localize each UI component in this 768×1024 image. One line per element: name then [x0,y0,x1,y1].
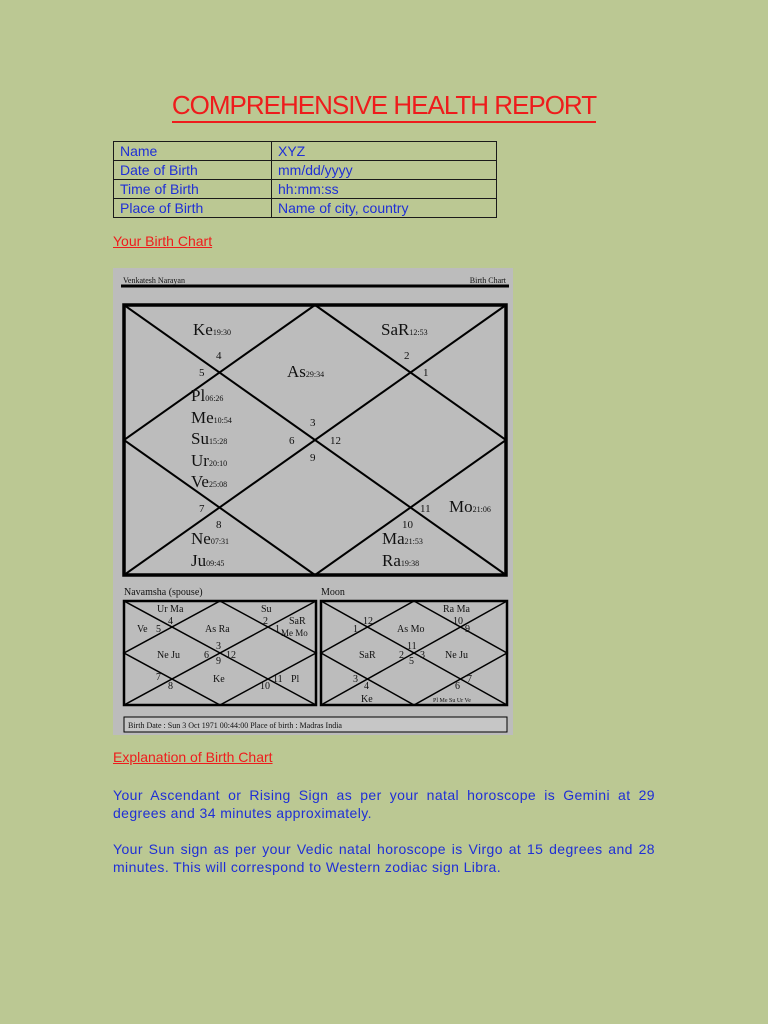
moon-number: 9 [465,624,470,635]
navamsha-number: 11 [273,674,283,685]
moon-grid [321,601,507,705]
planet-mo: Mo21:06 [449,497,491,516]
planet-ra: Ra19:38 [382,551,420,570]
house-number: 6 [289,435,295,447]
planet-ke: Ke19:30 [193,320,232,339]
moon-label: Ra Ma [443,604,470,615]
navamsha-label: Su [261,604,272,615]
table-row [114,142,497,161]
main-chart-grid [124,305,506,575]
moon-number: 12 [363,616,373,627]
navamsha-label: Pl [291,674,300,685]
navamsha-label: SaR [289,616,306,627]
navamsha-label: Ur Ma [157,604,184,615]
moon-number: 5 [409,656,414,667]
birth-chart-image [113,268,513,735]
navamsha-number: 12 [226,650,236,661]
navamsha-label: Ve [137,624,148,635]
planet-as: As29:34 [287,362,325,381]
moon-number: 3 [420,650,425,661]
moon-number: 1 [353,624,358,635]
moon-number: 3 [353,674,358,685]
chart-header-left: Venkatesh Narayan [123,276,185,285]
navamsha-number: 6 [204,650,209,661]
navamsha-title: Navamsha (spouse) [124,587,203,598]
moon-number: 10 [453,616,463,627]
planet-ne: Ne07:31 [191,529,230,548]
chart-footer: Birth Date : Sun 3 Oct 1971 00:44:00 Place of birth : Madras India [128,721,342,730]
birth-chart-heading: Your Birth Chart [113,233,213,249]
navamsha-number: 8 [168,681,173,692]
moon-label: SaR [359,650,376,661]
planet-ve: Ve25:08 [191,472,228,491]
planet-ma: Ma21:53 [382,529,423,548]
moon-label: Ne Ju [445,650,469,661]
pob-label: Place of Birth [114,199,272,218]
moon-label: Ke [361,694,373,705]
planet-me: Me10:54 [191,408,232,427]
planet-su: Su15:28 [191,429,228,448]
house-number: 5 [199,367,205,379]
house-number: 2 [404,350,410,362]
ascendant-paragraph: Your Ascendant or Rising Sign as per your natal horoscope is Gemini at 29 degrees and 34 minutes approximately. [113,787,655,821]
navamsha-number: 4 [168,616,173,627]
navamsha-label: Ke [213,674,225,685]
navamsha-grid [124,601,316,705]
tob-label: Time of Birth [114,180,272,199]
moon-number: 7 [467,674,472,685]
explanation-heading: Explanation of Birth Chart [113,749,273,765]
house-number: 12 [330,435,341,447]
moon-label: As Mo [397,624,425,635]
planet-ur: Ur20:10 [191,451,228,470]
moon-number: 4 [364,681,369,692]
table-row [114,161,497,180]
planet-pl: Pl06:26 [191,386,224,405]
navamsha-label: Ne Ju [157,650,181,661]
moon-number: 11 [407,641,417,652]
table-row [114,180,497,199]
dob-label: Date of Birth [114,161,272,180]
house-number: 8 [216,519,222,531]
birth-chart-svg [113,268,513,735]
tob-value: hh:mm:ss [272,180,497,199]
table-row [114,199,497,218]
house-number: 10 [402,519,413,531]
moon-number: 2 [399,650,404,661]
navamsha-label: Me Mo [281,628,308,638]
name-label: Name [114,142,272,161]
moon-number: 6 [455,681,460,692]
navamsha-labels [137,604,308,692]
house-number: 1 [423,367,429,379]
pob-value: Name of city, country [272,199,497,218]
navamsha-number: 7 [156,672,161,683]
navamsha-number: 2 [263,616,268,627]
moon-title: Moon [321,587,345,598]
house-number: 3 [310,417,316,429]
personal-details-table [113,141,497,218]
navamsha-number: 1 [275,624,280,635]
navamsha-label: As Ra [205,624,230,635]
planet-ju: Ju09:45 [191,551,225,570]
navamsha-number: 3 [216,641,221,652]
planet-sar: SaR12:53 [381,320,428,339]
house-number: 9 [310,452,316,464]
house-number: 11 [420,503,431,515]
name-value: XYZ [272,142,497,161]
chart-header-right: Birth Chart [469,276,506,285]
moon-label: Pl Me Su Ur Ve [433,698,471,704]
navamsha-number: 5 [156,624,161,635]
navamsha-number: 10 [260,681,270,692]
house-number: 7 [199,503,205,515]
navamsha-number: 9 [216,656,221,667]
sun-sign-paragraph: Your Sun sign as per your Vedic natal horoscope is Virgo at 15 degrees and 28 minutes. This will correspond to Western zodiac sign Libra. [113,841,655,875]
house-number: 4 [216,350,222,362]
report-title: COMPREHENSIVE HEALTH REPORT [0,90,768,121]
dob-value: mm/dd/yyyy [272,161,497,180]
